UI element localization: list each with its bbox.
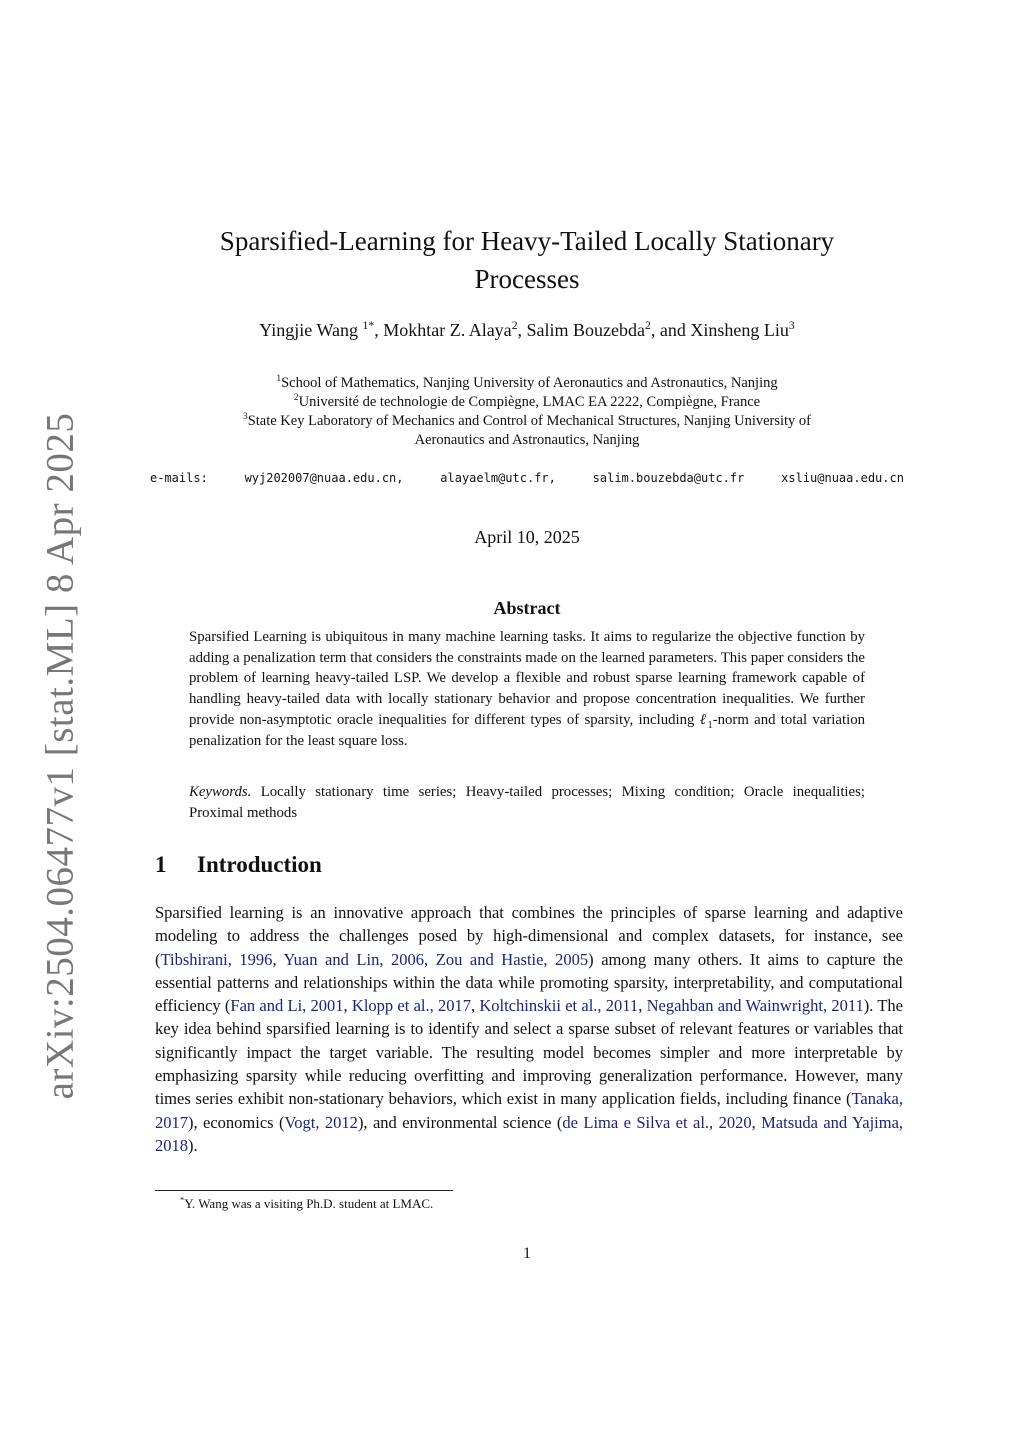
intro-text: , <box>343 996 352 1016</box>
keywords <box>189 782 865 823</box>
email-label: e-mails: <box>150 471 208 485</box>
intro-text: , <box>471 996 480 1016</box>
email-address[interactable]: wyj202007@nuaa.edu.cn, <box>244 471 404 485</box>
affiliation: $^3$State Key Laboratory of Mechanics and Control of Mechanical Structures, Nanjing University of <box>242 412 812 429</box>
intro-text: , <box>272 949 284 969</box>
email-address[interactable]: salim.bouzebda@utc.fr <box>592 471 745 485</box>
footnote: *Y. Wang was a visiting Ph.D. student at LMAC. <box>180 1194 434 1211</box>
affiliation: $^2$Université de technologie de Compiègne, LMAC EA 2222, Compiègne, France <box>293 393 761 410</box>
abstract-heading: Abstract <box>493 598 561 618</box>
affiliation: Aeronautics and Astronautics, Nanjing <box>414 432 640 448</box>
intro-text: , <box>424 949 436 969</box>
paper-title <box>150 222 904 298</box>
affiliations <box>150 374 904 450</box>
keywords-text: Locally stationary time series; Heavy-tailed processes; Mixing condition; Oracle inequalities; Proximal methods <box>189 784 865 821</box>
section-number: 1 <box>155 852 167 877</box>
citation-link[interactable]: Yuan and Lin, 2006 <box>283 949 425 969</box>
ell-symbol: ℓ <box>699 711 708 728</box>
citation-link[interactable]: Klopp et al., 2017 <box>351 996 471 1016</box>
author-list <box>150 320 904 341</box>
intro-text: ), economics ( <box>188 1112 285 1132</box>
citation-link[interactable]: Tibshirani, 1996 <box>160 949 273 969</box>
email-address[interactable]: xsliu@nuaa.edu.cn <box>781 471 904 485</box>
citation-link[interactable]: Vogt, 2012 <box>284 1112 358 1132</box>
footnote-rule <box>155 1190 453 1191</box>
page-number: 1 <box>523 1245 531 1262</box>
intro-text: ) among many others. It aims to capture the essential patterns and relationships within the data while promoting sparsity, interpretability, and computational efficiency ( <box>155 949 904 1016</box>
citation-link[interactable]: Matsuda and Yajima, 2018 <box>155 1112 904 1155</box>
intro-text: ). <box>188 1135 198 1155</box>
intro-text: , <box>751 1112 762 1132</box>
publication-date: April 10, 2025 <box>474 527 580 547</box>
author: Mokhtar Z. Alaya$^2$, <box>383 319 527 340</box>
section-title: Introduction <box>197 852 322 877</box>
citation-link[interactable]: Zou and Hastie, 2005 <box>435 949 589 969</box>
citation-link[interactable]: Negahban and Wainwright, 2011 <box>646 996 864 1016</box>
affiliation: $^1$School of Mathematics, Nanjing University of Aeronautics and Astronautics, Nanjing <box>276 374 778 391</box>
author: Yingjie Wang $^{1*}$, <box>259 319 384 340</box>
arxiv-identifier-stamp: arXiv:2504.06477v1 [stat.ML] 8 Apr 2025 <box>38 412 82 1100</box>
citation-link[interactable]: de Lima e Silva et al., 2020 <box>562 1112 752 1132</box>
section-heading-introduction <box>155 852 322 878</box>
intro-text: Sparsified learning is an innovative approach that combines the principles of sparse learning and adaptive modeling to address the challenges posed by high-dimensional and complex datasets, for instance, see ( <box>155 903 903 969</box>
introduction-paragraph <box>155 901 903 1157</box>
keywords-label: Keywords. <box>189 784 252 800</box>
abstract-text: Sparsified Learning is ubiquitous in many machine learning tasks. It aims to regularize the objective function by adding a penalization term that considers the constraints made on the learned parameters. This paper considers the problem of learning heavy-tailed LSP. We develop a flexible and robust sparse learning framework capable of handling heavy-tailed data with locally stationary behavior and propose concentration inequalities. We further provide non-asymptotic oracle inequalities for different types of sparsity, including ℓ$_1$-norm and total variation penalization for the least square loss. <box>189 629 865 749</box>
author: Salim Bouzebda$^2$, and <box>526 319 691 340</box>
author: Xinsheng Liu$^3$ <box>690 319 795 340</box>
email-line <box>150 471 904 485</box>
title-line-2: Processes <box>474 264 580 294</box>
citation-link[interactable]: Tanaka, 2017 <box>155 1089 903 1132</box>
citation-link[interactable]: Koltchinskii et al., 2011 <box>479 996 639 1016</box>
title-line-1: Sparsified-Learning for Heavy-Tailed Locally Stationary <box>219 226 835 256</box>
intro-text: ). The key idea behind sparsified learning is to identify and select a sparse subset of relevant features or variables that significantly impact the target variable. The resulting model becomes simpler and more interpretable by emphasizing sparsity while reducing overfitting and improving generalization performance. However, many times series exhibit non-stationary behaviors, which exist in many application fields, including finance ( <box>155 996 903 1109</box>
email-address[interactable]: alayaelm@utc.fr, <box>440 471 556 485</box>
intro-text: ), and environmental science ( <box>357 1112 563 1132</box>
intro-text: , <box>638 996 647 1016</box>
citation-link[interactable]: Fan and Li, 2001 <box>230 996 344 1016</box>
